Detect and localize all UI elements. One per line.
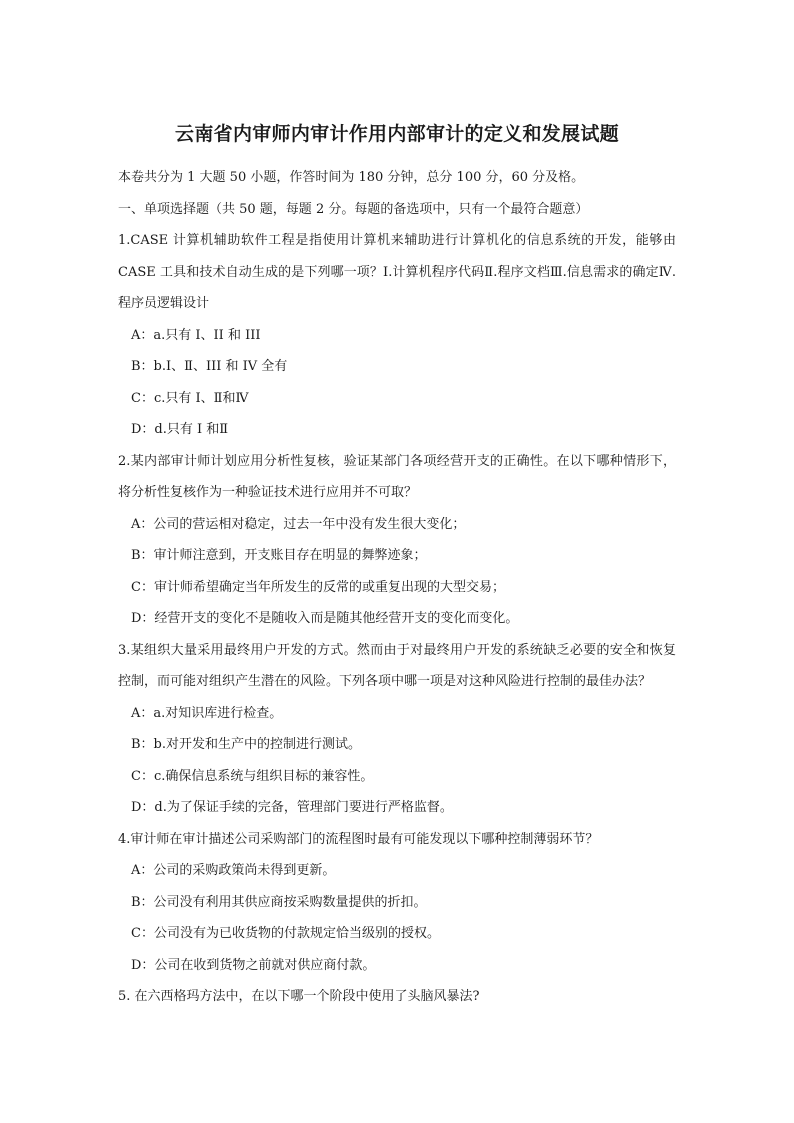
option-d: D：经营开支的变化不是随收入而是随其他经营开支的变化而变化。 — [131, 611, 519, 626]
option-b: B：b.I、Ⅱ、III 和 IV 全有 — [131, 359, 288, 374]
option-b: B：审计师注意到，开支账目存在明显的舞弊迹象； — [131, 548, 427, 563]
question-3 — [118, 635, 676, 824]
question-5 — [118, 981, 676, 1013]
option-c: C：公司没有为已收货物的付款规定恰当级别的授权。 — [131, 926, 440, 941]
section-heading: 一、单项选择题（共 50 题，每题 2 分。每题的备选项中，只有一个最符合题意） — [118, 201, 589, 217]
question-4 — [118, 824, 676, 982]
option-d: D：d.为了保证手续的完备，管理部门要进行严格监督。 — [131, 800, 453, 815]
option-c: C：c.只有 I、Ⅱ和Ⅳ — [131, 390, 249, 406]
question-2 — [118, 446, 676, 635]
option-c: C：c.确保信息系统与组织目标的兼容性。 — [131, 768, 374, 784]
question-1 — [118, 225, 676, 446]
question-text: 2.某内部审计师计划应用分析性复核，验证某部门各项经营开支的正确性。在以下哪种情形下，将分析性复核作为一种验证技术进行应用并不可取？ — [118, 453, 676, 500]
option-b: B：b.对开发和生产中的控制进行测试。 — [131, 737, 362, 752]
option-b: B：公司没有利用其供应商按采购数量提供的折扣。 — [131, 894, 427, 910]
question-text: 5. 在六西格玛方法中，在以下哪一个阶段中使用了头脑风暴法? — [118, 989, 480, 1004]
option-d: D：d.只有 I 和Ⅱ — [131, 422, 229, 437]
question-text: 3.某组织大量采用最终用户开发的方式。然而由于对最终用户开发的系统缺乏必要的安全和恢复控制，而可能对组织产生潜在的风险。下列各项中哪一项是对这种风险进行控制的最佳办法？ — [118, 642, 676, 689]
option-a: A：a.只有 I、II 和 III — [131, 327, 261, 343]
option-d: D：公司在收到货物之前就对供应商付款。 — [131, 957, 376, 973]
document-title: 云南省内审师内审计作用内部审计的定义和发展试题 — [175, 123, 619, 145]
question-text: 4.审计师在审计描述公司采购部门的流程图时最有可能发现以下哪种控制薄弱环节？ — [118, 831, 599, 847]
option-a: A：公司的营运相对稳定，过去一年中没有发生很大变化； — [131, 516, 466, 532]
question-text: 1.CASE 计算机辅助软件工程是指使用计算机来辅助进行计算机化的信息系统的开发，能够由 CASE 工具和技术自动生成的是下列哪一项？I.计算机程序代码Ⅱ.程序文档Ⅲ.信息需求的确定Ⅳ.程序员逻辑设计 — [118, 233, 676, 311]
document-page — [118, 120, 676, 1013]
exam-intro: 本卷共分为 1 大题 50 小题，作答时间为 180 分钟，总分 100 分，60 分及格。 — [118, 170, 585, 185]
option-a: A：a.对知识库进行检查。 — [131, 705, 283, 721]
option-c: C：审计师希望确定当年所发生的反常的或重复出现的大型交易； — [131, 579, 505, 595]
option-a: A：公司的采购政策尚未得到更新。 — [131, 863, 336, 878]
